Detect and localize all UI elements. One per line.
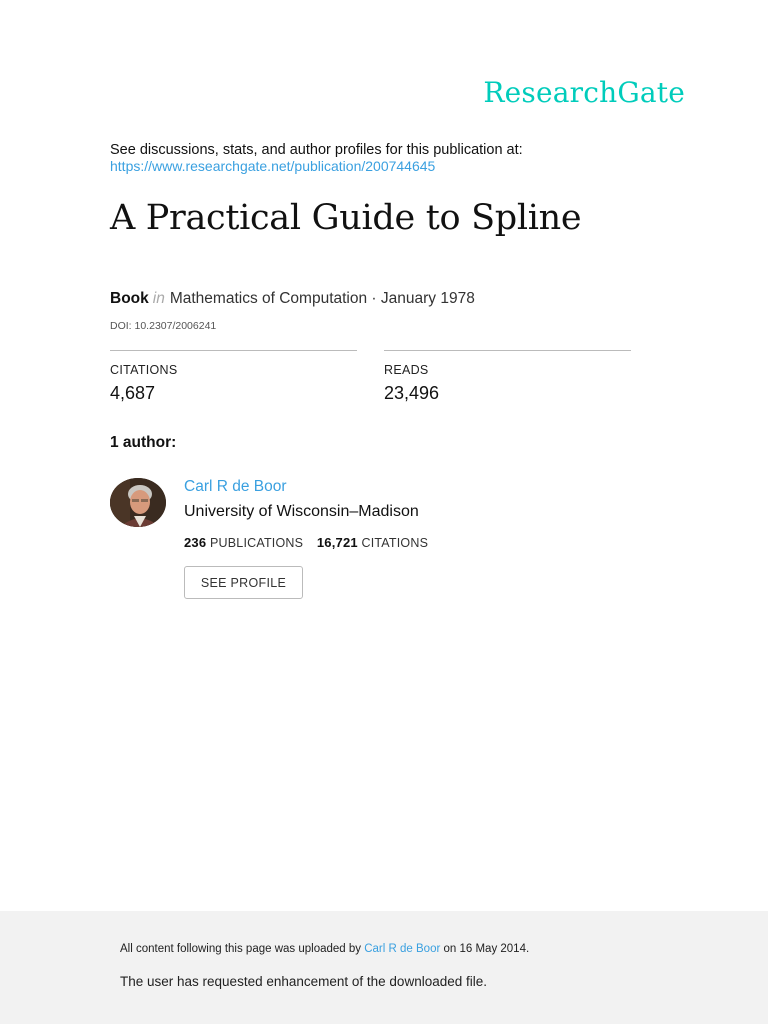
author-avatar[interactable] <box>110 478 166 527</box>
venue-date: Mathematics of Computation · January 1978 <box>169 290 475 307</box>
publication-type: Book <box>110 290 149 307</box>
uploader-link[interactable]: Carl R de Boor <box>364 943 441 955</box>
citations-value: 4,687 <box>110 383 156 403</box>
see-profile-button[interactable]: SEE PROFILE <box>184 566 303 599</box>
author-citations-label: CITATIONS <box>361 536 429 550</box>
footer <box>0 911 768 1024</box>
author-publications-label: PUBLICATIONS <box>209 536 304 550</box>
author-name-link[interactable]: Carl R de Boor <box>184 478 287 495</box>
citations-stat <box>110 350 357 404</box>
upload-prefix: All content following this page was uploaded by <box>120 943 362 955</box>
in-word: in <box>152 290 165 307</box>
researchgate-logo[interactable]: ResearchGate <box>483 76 685 109</box>
reads-label: READS <box>384 363 429 377</box>
doi: DOI: 10.2307/2006241 <box>110 320 217 332</box>
author-affiliation: University of Wisconsin–Madison <box>184 503 419 520</box>
citations-label: CITATIONS <box>110 363 178 377</box>
reads-value: 23,496 <box>384 383 440 403</box>
author-stats <box>184 535 428 550</box>
publication-url-link[interactable]: https://www.researchgate.net/publication/200744645 <box>110 158 436 174</box>
upload-info <box>120 943 529 955</box>
author-publications-count: 236 <box>184 535 207 550</box>
publication-title: A Practical Guide to Spline <box>110 198 582 238</box>
author-citations-count: 16,721 <box>316 535 358 550</box>
upload-suffix: on 16 May 2014. <box>443 943 530 955</box>
authors-heading: 1 author: <box>110 434 177 451</box>
author-photo-icon <box>110 478 166 527</box>
publication-meta <box>110 290 475 308</box>
intro-text: See discussions, stats, and author profiles for this publication at: <box>110 142 523 158</box>
enhancement-note: The user has requested enhancement of the downloaded file. <box>120 974 487 989</box>
reads-stat <box>384 350 631 404</box>
intro-block <box>110 142 523 175</box>
